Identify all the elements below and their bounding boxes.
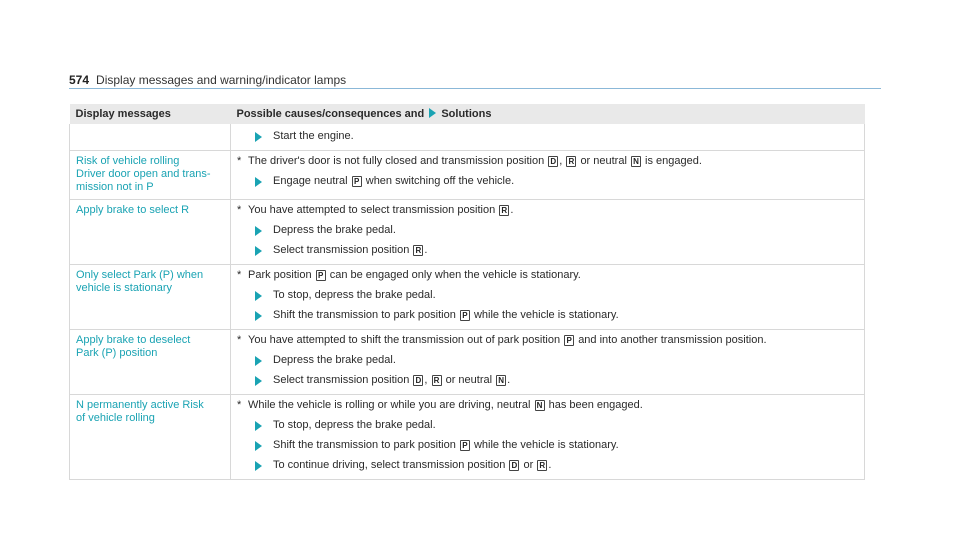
page-number: 574 xyxy=(69,73,90,87)
solution-step: Depress the brake pedal. xyxy=(237,224,858,237)
step-arrow-icon xyxy=(255,291,262,301)
step-arrow-icon xyxy=(255,421,262,431)
gear-n-icon: N xyxy=(535,400,545,411)
step-arrow-icon xyxy=(255,132,262,142)
table-header-row xyxy=(70,104,865,124)
solution-cell xyxy=(231,265,865,330)
solution-step: Start the engine. xyxy=(237,130,858,143)
cause-item: * You have attempted to shift the transmission out of park position P and into another transmission position. xyxy=(237,334,767,346)
solution-arrow-icon xyxy=(429,108,436,118)
solution-cell xyxy=(231,124,865,151)
table-row xyxy=(70,151,865,200)
cause-item: * While the vehicle is rolling or while you are driving, neutral N has been engaged. xyxy=(237,399,643,411)
step-arrow-icon xyxy=(255,177,262,187)
cause-item: * The driver's door is not fully closed and transmission position D , R or neutral N is engaged. xyxy=(237,155,702,167)
message-cell: Risk of vehicle rolling Driver door open and trans- mission not in P xyxy=(70,151,231,200)
step-arrow-icon xyxy=(255,441,262,451)
gear-n-icon: N xyxy=(496,375,506,386)
gear-r-icon: R xyxy=(413,245,423,256)
step-arrow-icon xyxy=(255,356,262,366)
solution-step: To stop, depress the brake pedal. xyxy=(237,289,858,302)
gear-r-icon: R xyxy=(499,205,509,216)
solution-cell xyxy=(231,395,865,480)
step-arrow-icon xyxy=(255,311,262,321)
gear-n-icon: N xyxy=(631,156,641,167)
gear-p-icon: P xyxy=(460,310,470,321)
page-header xyxy=(69,73,346,87)
cause-item: * You have attempted to select transmission position R . xyxy=(237,204,514,216)
step-arrow-icon xyxy=(255,461,262,471)
header-rule xyxy=(69,88,881,89)
column-header-messages: Display messages xyxy=(70,104,231,124)
gear-p-icon: P xyxy=(352,176,362,187)
solution-cell xyxy=(231,151,865,200)
gear-r-icon: R xyxy=(432,375,442,386)
gear-p-icon: P xyxy=(316,270,326,281)
display-messages-table xyxy=(69,104,865,480)
gear-p-icon: P xyxy=(460,440,470,451)
gear-p-icon: P xyxy=(564,335,574,346)
step-arrow-icon xyxy=(255,226,262,236)
table-row xyxy=(70,200,865,265)
solution-step: To stop, depress the brake pedal. xyxy=(237,419,858,432)
solution-step: Shift the transmission to park position P while the vehicle is stationary. xyxy=(237,309,858,322)
solution-step: To continue driving, select transmission position D or R . xyxy=(237,459,858,472)
message-cell: N permanently active Risk of vehicle rolling xyxy=(70,395,231,480)
page-header-title: Display messages and warning/indicator lamps xyxy=(96,73,347,87)
solution-step: Select transmission position R . xyxy=(237,244,858,257)
message-cell: Only select Park (P) when vehicle is stationary xyxy=(70,265,231,330)
message-cell xyxy=(70,124,231,151)
solution-step: Engage neutral P when switching off the vehicle. xyxy=(237,175,858,188)
table-row xyxy=(70,124,865,151)
solution-step: Select transmission position D , R or neutral N . xyxy=(237,374,858,387)
gear-d-icon: D xyxy=(509,460,519,471)
gear-r-icon: R xyxy=(537,460,547,471)
step-arrow-icon xyxy=(255,376,262,386)
solution-step: Shift the transmission to park position P while the vehicle is stationary. xyxy=(237,439,858,452)
message-cell: Apply brake to deselect Park (P) position xyxy=(70,330,231,395)
table-row xyxy=(70,330,865,395)
step-arrow-icon xyxy=(255,246,262,256)
gear-r-icon: R xyxy=(566,156,576,167)
column-header-causes: Possible causes/consequences and Solutions xyxy=(231,104,865,124)
message-cell: Apply brake to select R xyxy=(70,200,231,265)
gear-d-icon: D xyxy=(548,156,558,167)
gear-d-icon: D xyxy=(413,375,423,386)
cause-item: * Park position P can be engaged only when the vehicle is stationary. xyxy=(237,269,581,281)
solution-cell xyxy=(231,200,865,265)
solution-cell xyxy=(231,330,865,395)
table-row xyxy=(70,395,865,480)
solution-step: Depress the brake pedal. xyxy=(237,354,858,367)
table-row xyxy=(70,265,865,330)
